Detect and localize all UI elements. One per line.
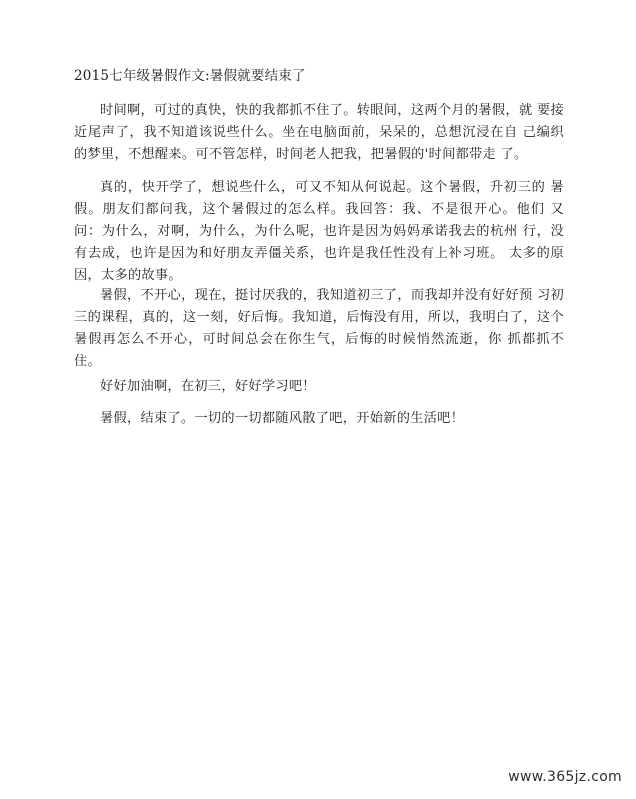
document-title: 2015七年级暑假作文:暑假就要结束了 bbox=[74, 68, 306, 84]
paragraph-3: 暑假，不开心，现在，挺讨厌我的，我知道初三了，而我却并没有好好预 习初三的课程，真的，这一刻，好后悔。我知道，后悔没有用，所以，我明白了，这个暑假再怎么不开心，可时间总会在你生气，后悔的时候悄然流逝，你 抓都抓不住。 bbox=[74, 288, 564, 369]
paragraph-2: 真的，快开学了，想说些什么，可又不知从何说起。这个暑假，升初三的 暑假。朋友们都问我，这个暑假过的怎么样。我回答：我、不是很开心。他们 又问：为什么，对啊，为什么，为什么呢，也许是因为妈妈承诺我去的杭州 行，没有去成，也许是因为和好朋友弄僵关系，也许是我任性没有上补习班。 太多的原因，太多的故事。 bbox=[74, 180, 564, 283]
site-watermark: www.365jz.com bbox=[508, 769, 622, 785]
paragraph-4: 好好加油啊，在初三，好好学习吧！ bbox=[100, 379, 316, 394]
paragraph-1: 时间啊，可过的真快，快的我都抓不住了。转眼间，这两个月的暑假，就 要接近尾声了，我不知道该说些什么。坐在电脑面前，呆呆的，总想沉浸在自 己编织的梦里，不想醒来。可不管怎样，时间老人把我，把暑假的'时间都带走 了。 bbox=[74, 103, 564, 162]
paragraph-5: 暑假，结束了。一切的一切都随风散了吧，开始新的生活吧！ bbox=[100, 411, 465, 426]
